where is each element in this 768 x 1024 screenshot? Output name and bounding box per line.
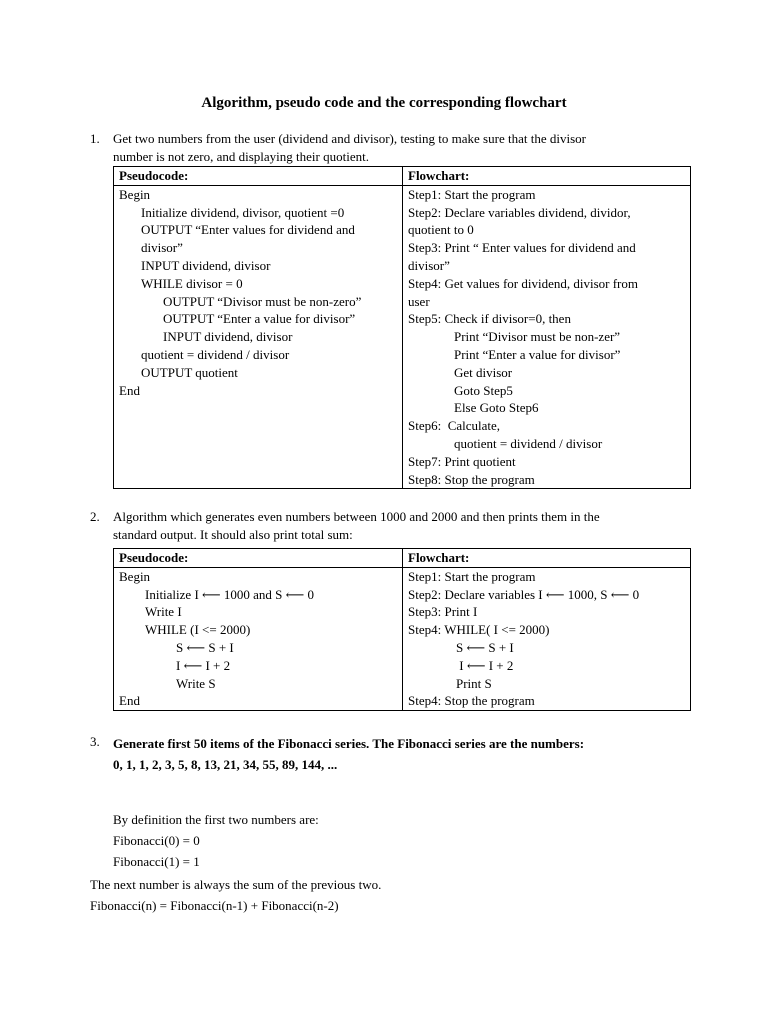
flow-line: Step1: Start the program [408,186,536,202]
pseudo-line: End [119,693,140,709]
flow-line: user [408,293,430,309]
flow-line: Step4: WHILE( I <= 2000) [408,622,550,638]
closing-line: The next number is always the sum of the previous two. [90,877,382,892]
table-2 [113,548,691,711]
item-text-line: Algorithm which generates even numbers between 1000 and 2000 and then prints them in the [113,509,600,524]
flow-line: divisor” [408,257,450,273]
flow-line: quotient = dividend / divisor [454,435,603,451]
pseudo-line: S ⟵ S + I [176,639,234,655]
item-text-line: standard output. It should also print total sum: [113,526,353,542]
table-header-row [114,549,691,568]
document-title: Algorithm, pseudo code and the corresponding flowchart [201,95,567,111]
flow-line: quotient to 0 [408,222,474,238]
item-text [113,508,700,544]
table-body-row [114,185,691,489]
pseudo-line: Begin [119,186,151,202]
item-number: 3. [90,734,100,749]
flow-line: Step3: Print “ Enter values for dividend and [408,240,636,256]
flow-line: Print “Enter a value for divisor” [454,346,621,362]
pseudo-line: Write S [176,675,216,691]
pseudo-line: divisor” [141,240,183,256]
item-text [113,733,700,872]
pseudo-line: WHILE divisor = 0 [141,275,243,291]
pseudo-line: OUTPUT “Divisor must be non-zero” [163,293,362,309]
pseudo-line: WHILE (I <= 2000) [145,622,251,638]
flow-line: Step6: Calculate, [408,418,501,434]
item-text-line: number is not zero, and displaying their quotient. [113,148,369,164]
flowchart-cell [403,567,691,710]
flow-line: Step8: Stop the program [408,471,535,487]
pseudo-line: OUTPUT “Enter values for dividend and [141,222,355,238]
pseudo-line: End [119,382,140,398]
pseudo-line: quotient = dividend / divisor [141,346,290,362]
flow-line: Get divisor [454,364,513,380]
flow-line: Step3: Print I [408,604,478,620]
flow-line: Goto Step5 [454,382,513,398]
pseudo-line: I ⟵ I + 2 [176,657,231,673]
flow-line: Step7: Print quotient [408,453,516,469]
flow-line: Step4: Get values for dividend, divisor from [408,275,638,291]
pseudo-line: INPUT dividend, divisor [141,257,271,273]
item-3 [90,733,700,872]
flow-line: Step1: Start the program [408,568,536,584]
flow-line: I ⟵ I + 2 [456,657,514,673]
flow-line: Print S [456,675,492,691]
flowchart-cell [403,185,691,489]
item-text-line: Get two numbers from the user (dividend and divisor), testing to make sure that the divisor [113,131,586,146]
pseudocode-cell [114,567,403,710]
item-text-line: 0, 1, 1, 2, 3, 5, 8, 13, 21, 34, 55, 89, 144, ... [113,757,338,772]
pseudo-line: Begin [119,568,151,584]
pseudocode-cell [114,185,403,489]
flow-line: Step2: Declare variables I ⟵ 1000, S ⟵ 0 [408,586,640,602]
header-pseudocode: Pseudocode: [114,167,403,186]
flow-line: Else Goto Step6 [454,400,539,416]
flow-line: Step2: Declare variables dividend, dividor, [408,204,631,220]
flow-line: Step5: Check if divisor=0, then [408,311,571,327]
table-header-row [114,167,691,186]
header-flowchart: Flowchart: [403,167,691,186]
pseudo-line: Initialize dividend, divisor, quotient =0 [141,204,345,220]
item-text [113,130,700,166]
header-pseudocode: Pseudocode: [114,549,403,568]
item-text-line: Generate first 50 items of the Fibonacci series. The Fibonacci series are the numbers: [113,736,585,751]
table-body-row [114,567,691,710]
fibonacci-0: Fibonacci(0) = 0 [113,833,200,848]
item-1 [90,130,700,166]
flow-line: S ⟵ S + I [456,639,514,655]
table-1 [113,166,691,489]
item-2 [90,508,700,544]
closing-formula: Fibonacci(n) = Fibonacci(n-1) + Fibonacci(n-2) [90,898,339,913]
pseudo-line: OUTPUT quotient [141,364,238,380]
pseudo-line: OUTPUT “Enter a value for divisor” [163,311,356,327]
flow-line: Step4: Stop the program [408,693,535,709]
pseudo-line: Initialize I ⟵ 1000 and S ⟵ 0 [145,586,315,602]
item-number: 2. [90,509,100,524]
item-number: 1. [90,131,100,146]
definition-intro: By definition the first two numbers are: [113,812,319,827]
pseudo-line: INPUT dividend, divisor [163,329,293,345]
fibonacci-1: Fibonacci(1) = 1 [113,854,200,869]
header-flowchart: Flowchart: [403,549,691,568]
flow-line: Print “Divisor must be non-zer” [454,329,621,345]
closing-text [90,874,700,916]
pseudo-line: Write I [145,604,182,620]
